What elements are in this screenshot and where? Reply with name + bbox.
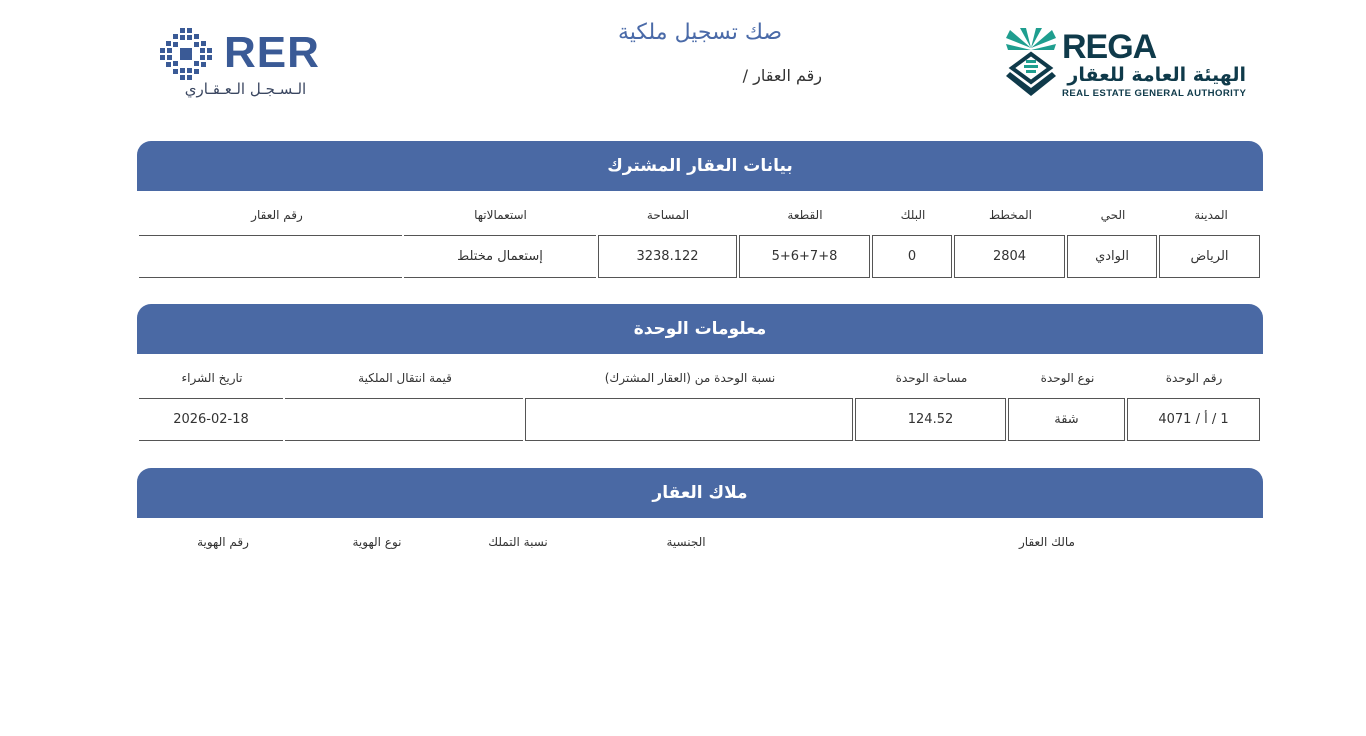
property-values-row [137,235,1263,279]
city-value: الرياض [1159,235,1260,278]
unit-type-label: نوع الوحدة [1040,371,1095,385]
property-labels-row [137,191,1263,235]
purchase-date-value: 2026-02-18 [139,398,283,441]
unit-area-value: 124.52 [855,398,1006,441]
district-label: الحي [1100,208,1126,222]
unit-number-label: رقم الوحدة [1165,371,1223,385]
parcel-label: القطعة [787,208,823,222]
rega-english-name: REAL ESTATE GENERAL AUTHORITY [1062,88,1247,99]
area-label: المساحة [646,208,690,222]
unit-section-heading: معلومات الوحدة [137,304,1263,354]
owners-section-heading: ملاك العقار [137,468,1263,518]
unit-area-label: مساحة الوحدة [895,371,968,385]
transfer-value-label: قيمة انتقال الملكية [358,371,452,385]
owners-section [137,468,1263,562]
district-value: الوادي [1067,235,1157,278]
block-value: 0 [872,235,952,278]
area-value: 3238.122 [598,235,737,278]
rer-mark-icon [158,26,214,82]
rega-brand: REGA [1062,28,1157,66]
usage-value: إستعمال مختلط [404,235,596,278]
unit-labels-row [137,354,1263,398]
rer-logo [158,24,338,104]
rega-arabic-name: الهيئة العامة للعقار [1067,64,1246,86]
unit-share-value [525,398,853,441]
unit-type-value: شقة [1008,398,1125,441]
id-type-label: نوع الهوية [352,535,402,549]
property-number-label: رقم العقار / [742,66,822,85]
property-section-heading: بيانات العقار المشترك [137,141,1263,191]
rega-logo [1004,28,1254,100]
id-number-label: رقم الهوية [197,535,249,549]
property-number-value [139,235,402,278]
rer-brand: RER [224,28,320,77]
unit-values-row [137,398,1263,442]
rer-subtitle: الـسـجـل الـعـقـاري [184,80,307,98]
page-title: صك تسجيل ملكية [617,20,783,45]
property-number-col-label: رقم العقار [251,208,303,222]
unit-number-value: 1 / أ / 4071 [1127,398,1260,441]
purchase-date-label: تاريخ الشراء [181,371,243,385]
transfer-value-value [285,398,523,441]
plan-value: 2804 [954,235,1065,278]
unit-share-label: نسبة الوحدة من (العقار المشترك) [604,371,776,385]
block-label: البلك [900,208,926,222]
unit-section [137,304,1263,442]
plan-label: المخطط [989,208,1032,222]
usage-label: استعمالاتها [474,208,527,222]
city-label: المدينة [1194,208,1228,222]
parcel-value: 5+6+7+8 [739,235,870,278]
property-section [137,141,1263,279]
owner-label: مالك العقار [1019,535,1075,549]
rega-palm-icon [1004,28,1058,98]
nationality-label: الجنسية [666,535,706,549]
ownership-ratio-label: نسبة التملك [488,535,548,549]
owners-labels-row [137,518,1263,562]
document-header [0,0,1366,120]
